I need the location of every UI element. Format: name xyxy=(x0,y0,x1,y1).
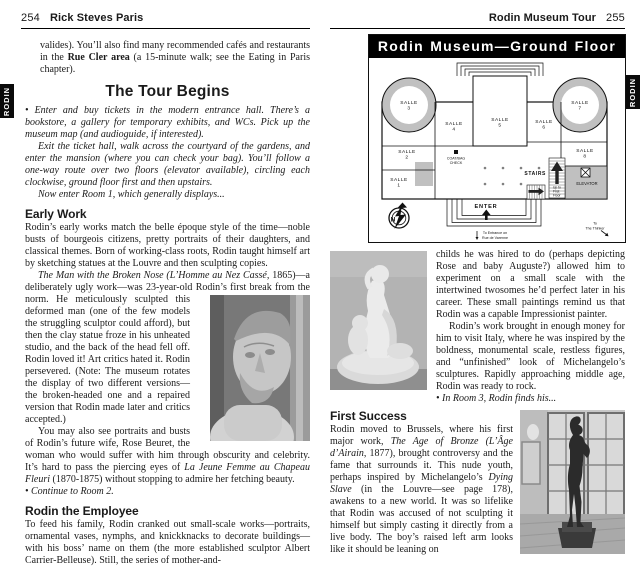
first-success-section xyxy=(330,409,625,556)
elevator-label: ELEVATOR xyxy=(576,181,598,186)
rose-text-pre: You may also see portraits and busts of Rodin’s future wife, Rose Beuret, the woman who would suffer with him through obscurity and celebrity. It’s hard to pass the piercing eyes of xyxy=(25,426,310,473)
rose-text-post: (1870-1875) without stopping to admire her fetching beauty. xyxy=(50,474,295,485)
svg-text:1: 1 xyxy=(397,183,401,189)
room3-bullet: • In Room 3, Rodin finds his... xyxy=(436,393,557,404)
map-title-banner: Rodin Museum—Ground Floor xyxy=(369,35,625,58)
stairs-label: STAIRS xyxy=(524,171,546,177)
rue-cler-bold: Rue Cler area xyxy=(67,52,130,63)
broken-nose-text-a: 1865)—a deliberately ugly work—was 23-year-old Rodin’s first break from xyxy=(25,270,310,293)
early-work-paragraph: Rodin’s early works match the belle époque style of the time—noble busts of bourgeois citizens, pretty portraits of their daughters, and classical themes. Born of working-class roots, Rodin taught himself art by sketching statues at the Louvre and then sculpting copies. xyxy=(25,222,310,269)
room-label-salle-8: SALLE xyxy=(576,149,594,154)
aob-text-post: (in the Louvre—see page 178), awakens to a new world. It was so lifelike that Rodin was accused of not sculpting it himself but simply casting it directly from a live body. The boy’s raised left arm looks like it should be leaning on xyxy=(330,484,513,555)
side-tab-rodin-right xyxy=(626,75,640,109)
continuation-paragraph xyxy=(330,249,625,321)
svg-text:8: 8 xyxy=(583,154,587,160)
room-label-salle-7: SALLE xyxy=(571,101,589,106)
to-thinker-label: To xyxy=(593,221,597,226)
intro-paragraph xyxy=(40,40,310,76)
svg-text:7: 7 xyxy=(578,106,582,112)
left-page-body xyxy=(25,40,310,567)
broken-nose-paragraph xyxy=(25,270,310,426)
age-of-bronze-photo xyxy=(520,410,625,559)
broken-nose-text-b: the norm. He meticulously sculpted this deformed man (one of the few models the struggling sculptor could afford), but then the clay statue froze in his unheated studio, and the back of the head fell off. Rodin loved it! Art critics hated it. Rodin persevered. (Note: The museum rotates the display of two different versions—the broken-headed one and a repaired version that Rodin made later and critics accepted.) xyxy=(25,282,310,425)
rodin-employee-heading: Rodin the Employee xyxy=(25,504,139,518)
room1-direction: Now enter Room 1, which generally displays... xyxy=(38,189,225,200)
intro-text-pre: valides). You’ll also find many recommended cafés and restaurants in the xyxy=(40,40,310,63)
left-header-title: Rick Steves Paris xyxy=(49,12,144,24)
tour-begins-heading: The Tour Begins xyxy=(105,83,230,100)
room-label-salle-3: SALLE xyxy=(400,101,418,106)
compass-n-label: N xyxy=(390,216,396,224)
thinker-arrow-icon xyxy=(601,231,609,237)
room-label-salle-6: SALLE xyxy=(535,120,553,125)
room-label-salle-1: SALLE xyxy=(390,178,408,183)
jeune-femme-title: La Jeune Femme au Chapeau Fleuri xyxy=(25,462,310,485)
ground-floor-map xyxy=(368,34,626,243)
aob-text-mid: , 1877), brought controversy and the fame that surrounds it. This nude youth, perhaps inspired by Michelangelo’s xyxy=(330,448,513,483)
floorplan-drawing xyxy=(369,58,622,242)
italy-paragraph: Rodin’s work brought in enough money for him to visit Italy, where he was inspired by the boldness, monumental scale, restless figures, and “unfinished” look of Michelangelo’s sculptures. Rapidly approaching middle age, Rodin was ready to rock. xyxy=(436,321,625,392)
enter-label: ENTER xyxy=(474,204,498,210)
svg-text:Rue de Varenne: Rue de Varenne xyxy=(482,236,508,240)
exit-directions-paragraph: Exit the ticket hall, walk across the courtyard of the gardens, and enter the mansion (where you can check your bag). You’ll follow a one-way route over two floors (elevator available), circling each clockwise, ground floor first and then upstairs. xyxy=(25,141,310,188)
aob-text-pre: Rodin moved to Brussels, where his first major work, xyxy=(330,424,513,447)
side-tab-rodin-left xyxy=(0,84,14,118)
coat-bag-check-label: COAT/BAG xyxy=(446,156,466,161)
right-page xyxy=(320,0,640,568)
early-work-heading: Early Work xyxy=(25,207,87,221)
wall-block xyxy=(415,162,433,186)
svg-text:6: 6 xyxy=(542,125,546,131)
svg-text:The Thinker: The Thinker xyxy=(585,226,605,231)
broken-nose-bust-photo xyxy=(197,295,310,445)
left-page-number: 254 xyxy=(21,12,40,24)
right-page-body xyxy=(330,34,625,556)
down-arrow-icon xyxy=(476,231,479,240)
svg-text:First: First xyxy=(553,189,560,194)
rodin-employee-paragraph: To feed his family, Rodin cranked out small-scale works—portraits, ornamental vases, nymphs, and knickknacks to decorate buildings—with his boss’ name on them (the more established sculptor Albert Carrier-Belleuse). Still, the series of mother-and- xyxy=(25,519,310,566)
right-header-title: Rodin Museum Tour xyxy=(488,12,597,24)
childs-text: childs he was hired to do (perhaps depicting Rose and baby Auguste?) allowed him to experiment on a small scale with the intertwined twosomes he’d perfect later in his career. These small paintings remind us that Rodin was a capable Impressionist painter. xyxy=(436,249,625,320)
to-entrance-label: To Entrance on xyxy=(482,231,508,235)
enter-arrow-icon xyxy=(482,210,491,221)
right-page-number: 255 xyxy=(606,12,625,24)
enter-directions-bullet: • Enter and buy tickets in the modern entrance hall. There’s a bookstore, a gallery for temporary exhibits, and WCs. Pick up the museum map (and audioguide, if interested). xyxy=(25,105,310,140)
age-of-bronze-title: The Age of Bronze (L’Âge d’Airain xyxy=(330,436,513,459)
dying-slave-title: Dying Slave xyxy=(330,472,513,495)
side-tab-left-label: RODIN xyxy=(2,86,12,116)
mother-child-photo xyxy=(330,251,427,394)
svg-text:CHECK: CHECK xyxy=(449,161,463,165)
right-running-header xyxy=(330,12,625,29)
up-to-first-floor-label: Up to xyxy=(553,185,561,190)
broken-nose-title: The Man with the Broken Nose (L’Homme au Nez Cassé, xyxy=(38,270,273,281)
intro-text-post: (a 15-minute walk; see the Eating in Paris chapter). xyxy=(40,52,310,75)
continue-room2-bullet: • Continue to Room 2. xyxy=(25,486,114,497)
side-tab-right-label: RODIN xyxy=(628,77,638,107)
svg-text:Floor: Floor xyxy=(553,193,561,198)
svg-text:5: 5 xyxy=(498,123,502,129)
svg-text:4: 4 xyxy=(452,127,456,133)
room-label-salle-4: SALLE xyxy=(445,122,463,127)
elevator-icon xyxy=(581,168,590,177)
room-label-salle-5: SALLE xyxy=(491,118,509,123)
left-running-header xyxy=(21,12,310,29)
room-label-salle-2: SALLE xyxy=(398,150,416,155)
coat-check-marker xyxy=(454,150,458,154)
svg-text:3: 3 xyxy=(407,106,411,112)
svg-text:2: 2 xyxy=(405,155,409,161)
first-success-heading: First Success xyxy=(330,409,407,423)
